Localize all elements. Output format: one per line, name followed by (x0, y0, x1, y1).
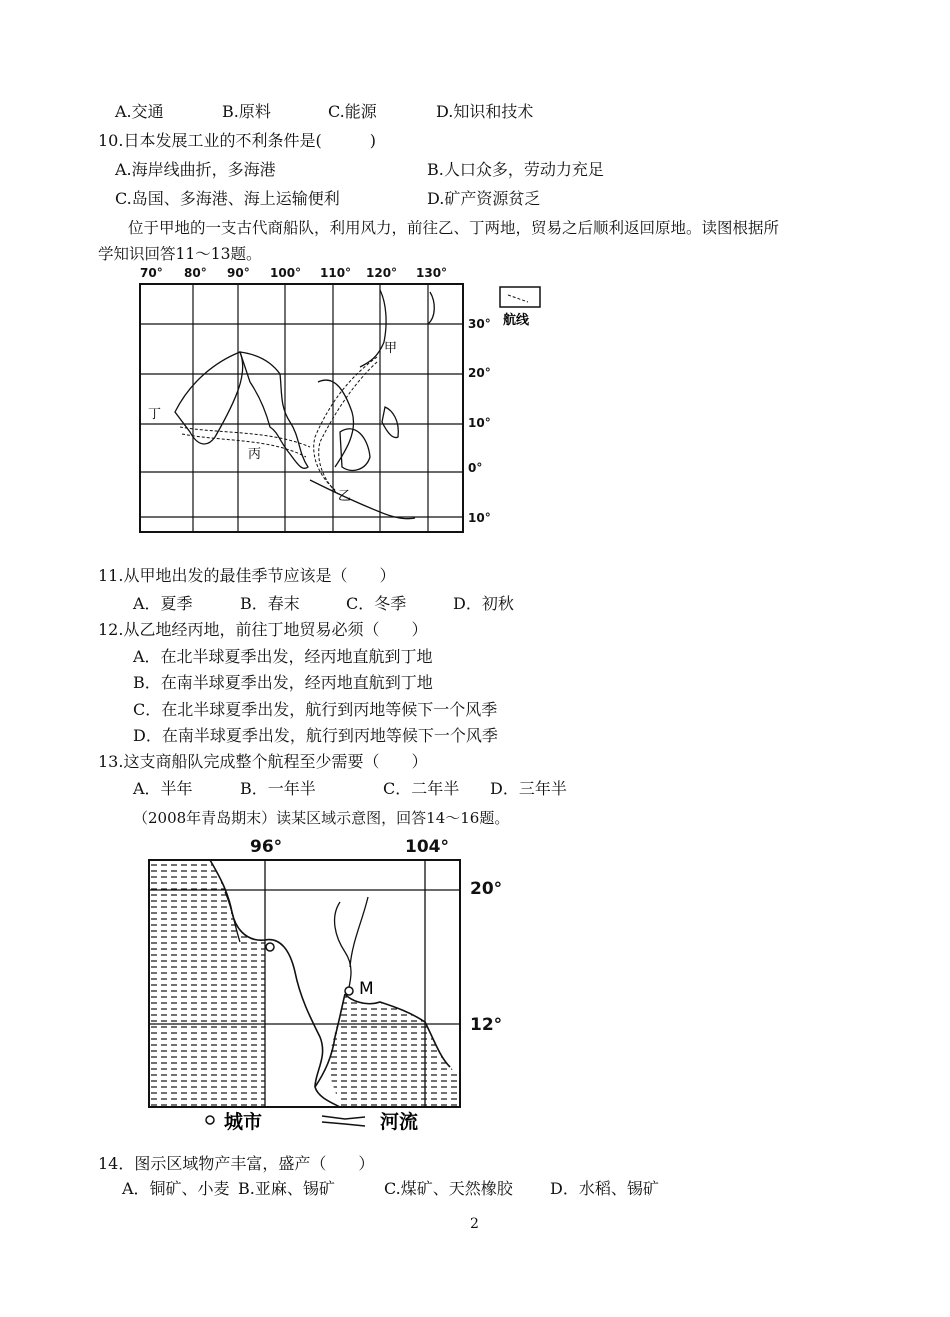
q10-option-d: D.矿产资源贫乏 (427, 189, 541, 208)
lon-label-130: 130° (416, 266, 448, 280)
place-yi: 乙 (338, 489, 352, 504)
lat-label-10n: 10° (468, 416, 491, 430)
city-m-marker (345, 987, 353, 995)
q9-option-b: B.原料 (222, 102, 271, 121)
lat-label-10s: 10° (468, 511, 491, 525)
intro1-line1: 位于甲地的一支古代商船队，利用风力，前往乙、丁两地，贸易之后顺利返回原地。读图根据所 (128, 219, 780, 237)
map1-grid (140, 284, 463, 532)
city-marker (266, 943, 274, 951)
lon-label-110: 110° (320, 266, 352, 280)
q13-option-b: B．一年半 (240, 779, 316, 798)
q9-option-c: C.能源 (328, 102, 377, 121)
q13-option-a: A．半年 (133, 779, 193, 798)
q14-option-c: C.煤矿、天然橡胶 (384, 1179, 513, 1198)
legend-river: 河流 (380, 1111, 419, 1133)
q12-option-b: B．在南半球夏季出发，经丙地直航到丁地 (133, 673, 433, 692)
map-region (140, 832, 520, 1138)
map2-sea-west (149, 860, 265, 1107)
lon-label-96: 96° (250, 837, 283, 857)
q9-option-d: D.知识和技术 (436, 102, 534, 121)
lon-label-70: 70° (140, 266, 163, 280)
map1-routes (180, 357, 377, 494)
q14-option-b: B.亚麻、锡矿 (238, 1179, 335, 1198)
city-legend-icon (206, 1116, 214, 1124)
q14-option-d: D．水稻、锡矿 (550, 1179, 659, 1198)
q13-option-c: C．二年半 (383, 779, 460, 798)
lon-label-90: 90° (227, 266, 250, 280)
lat-label-20: 20° (470, 879, 503, 899)
map2-sea-gulf (329, 994, 460, 1107)
q11-option-c: C．冬季 (346, 594, 407, 613)
route-legend-icon (508, 295, 528, 302)
q10-option-c: C.岛国、多海港、海上运输便利 (115, 189, 340, 208)
q11-stem: 11.从甲地出发的最佳季节应该是（ ） (98, 566, 396, 585)
legend-city: 城市 (224, 1111, 263, 1133)
page-number: 2 (470, 1216, 479, 1232)
q10-stem: 10.日本发展工业的不利条件是( ) (98, 131, 376, 150)
lon-label-104: 104° (405, 837, 449, 857)
place-jia: 甲 (384, 341, 398, 356)
map-southeast-asia (130, 262, 550, 538)
lat-label-12: 12° (470, 1015, 503, 1035)
place-ding: 丁 (148, 407, 162, 422)
q9-option-a: A.交通 (115, 102, 164, 121)
q12-stem: 12.从乙地经丙地，前往丁地贸易必须（ ） (98, 620, 428, 639)
city-m-label: M (359, 979, 374, 999)
q10-option-a: A.海岸线曲折，多海港 (115, 160, 276, 179)
q11-option-d: D．初秋 (453, 594, 514, 613)
intro1-line2: 学知识回答11～13题。 (98, 245, 262, 263)
q13-stem: 13.这支商船队完成整个航程至少需要（ ） (98, 752, 428, 771)
q12-option-c: C．在北半球夏季出发，航行到丙地等候下一个风季 (133, 700, 498, 719)
q14-option-a: A．铜矿、小麦 (122, 1179, 230, 1198)
q11-option-a: A．夏季 (133, 594, 193, 613)
lat-label-0: 0° (468, 461, 483, 475)
map1-frame (140, 284, 463, 532)
q11-option-b: B．春末 (240, 594, 300, 613)
q12-option-d: D．在南半球夏季出发，航行到丙地等候下一个风季 (133, 726, 498, 745)
q12-option-a: A．在北半球夏季出发，经丙地直航到丁地 (133, 647, 433, 666)
map1-legend-box (500, 287, 540, 307)
lat-label-30n: 30° (468, 317, 491, 331)
place-bing: 丙 (248, 447, 262, 462)
lon-label-100: 100° (270, 266, 302, 280)
river-legend-icon (322, 1116, 365, 1126)
q13-option-d: D．三年半 (490, 779, 567, 798)
lon-label-80: 80° (184, 266, 207, 280)
lat-label-20n: 20° (468, 366, 491, 380)
intro2: （2008年青岛期末）读某区域示意图，回答14～16题。 (133, 809, 510, 827)
map1-legend-label: 航线 (503, 313, 530, 328)
q14-stem: 14．图示区域物产丰富，盛产（ ） (98, 1154, 375, 1173)
q10-option-b: B.人口众多，劳动力充足 (427, 160, 604, 179)
lon-label-120: 120° (366, 266, 398, 280)
